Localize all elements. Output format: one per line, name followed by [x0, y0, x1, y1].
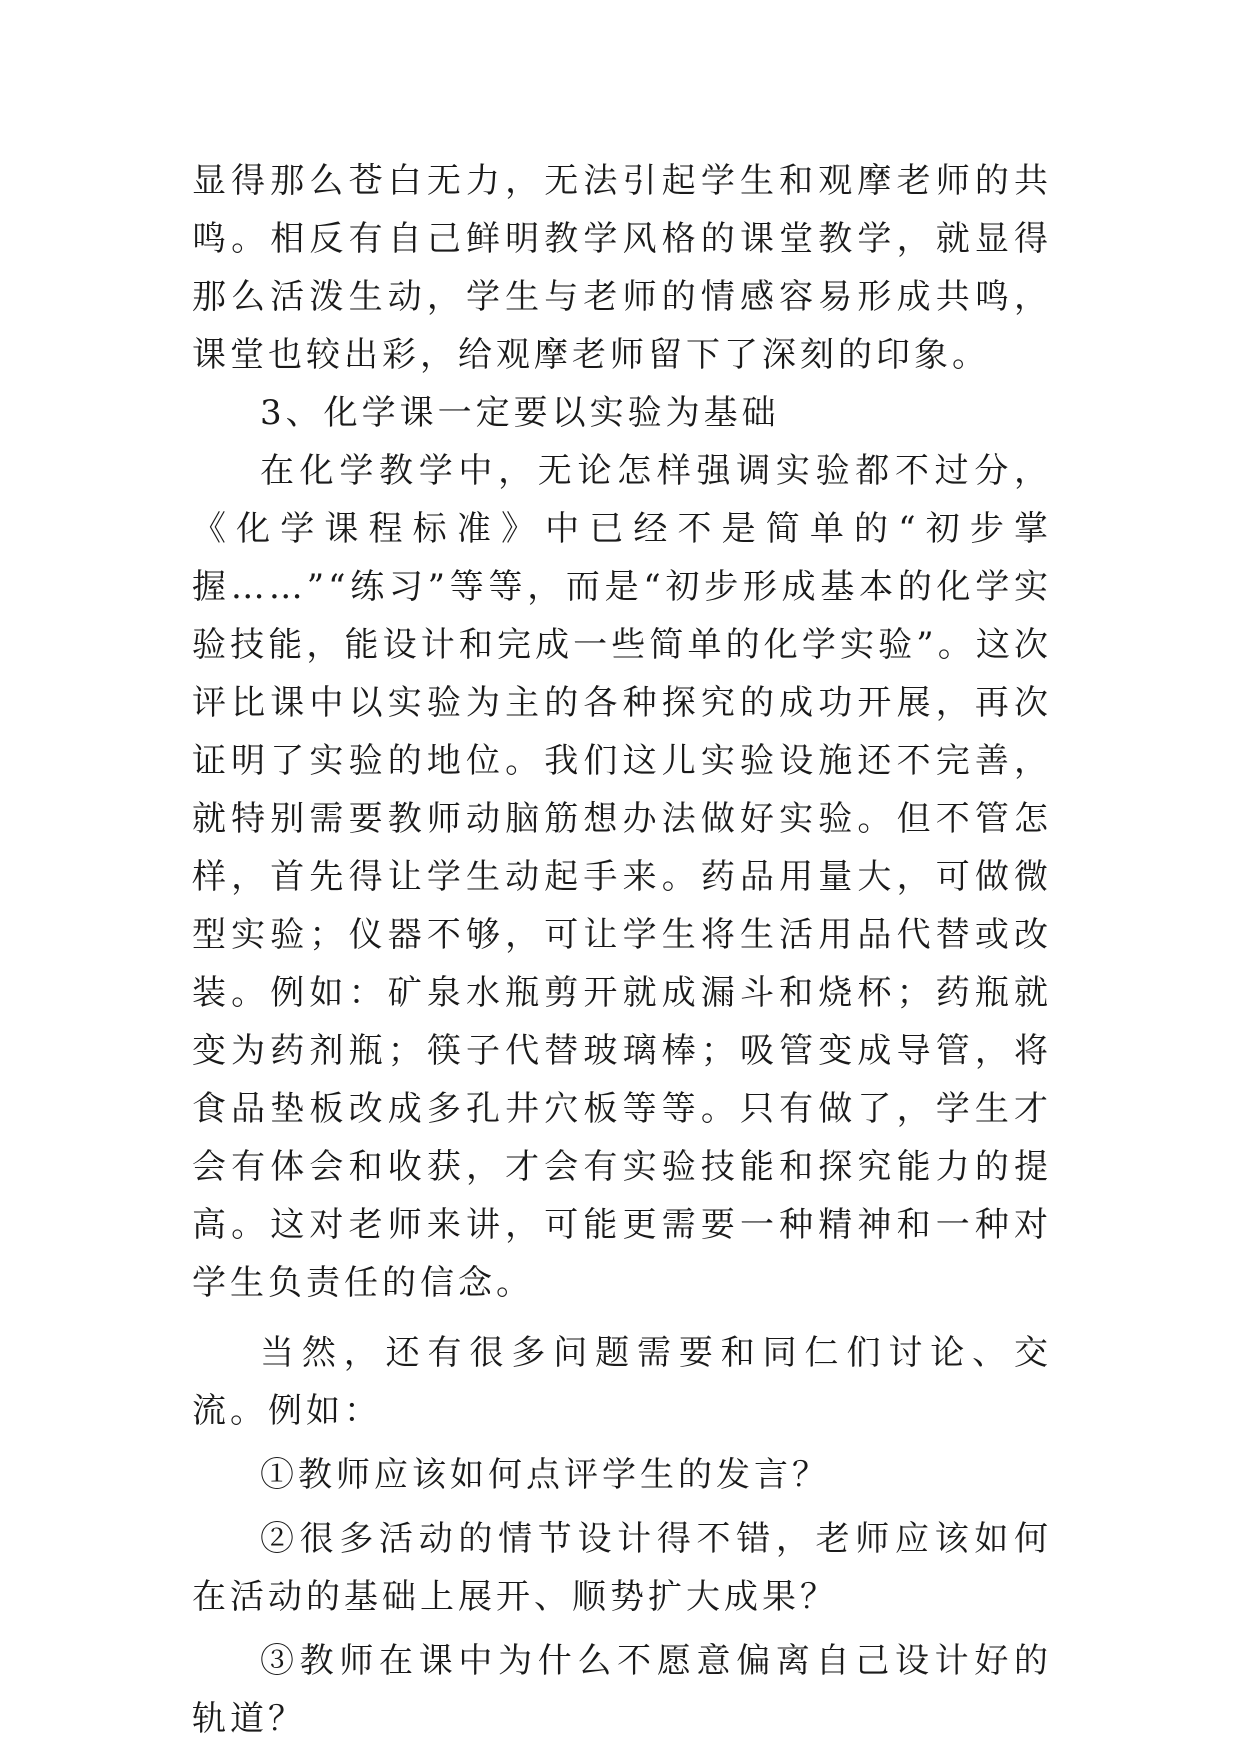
paragraph-1: 显得那么苍白无力，无法引起学生和观摩老师的共鸣。相反有自己鲜明教学风格的课堂教学，就显得那么活泼生动，学生与老师的情感容易形成共鸣，课堂也较出彩，给观摩老师留下了深刻的印象。 [192, 161, 1052, 375]
question-1: ①教师应该如何点评学生的发言？ [260, 1455, 830, 1495]
document-body [192, 152, 1052, 1748]
paragraph-2: 在化学教学中，无论怎样强调实验都不过分，《化学课程标准》中已经不是简单的“初步掌握……”“练习”等等，而是“初步形成基本的化学实验技能，能设计和完成一些简单的化学实验”。这次评比课中以实验为主的各种探究的成功开展，再次证明了实验的地位。我们这儿实验设施还不完善，就特别需要教师动脑筋想办法做好实验。但不管怎样，首先得让学生动起手来。药品用量大，可做微型实验；仪器不够，可让学生将生活用品代替或改装。例如：矿泉水瓶剪开就成漏斗和烧杯；药瓶就变为药剂瓶；筷子代替玻璃棒；吸管变成导管，将食品垫板改成多孔井穴板等等。只有做了，学生才会有体会和收获，才会有实验技能和探究能力的提高。这对老师来讲，可能更需要一种精神和一种对学生负责任的信念。 [192, 451, 1052, 1303]
section-heading-3: 3、化学课一定要以实验为基础 [260, 393, 780, 433]
paragraph-3: 当然，还有很多问题需要和同仁们讨论、交流。例如： [192, 1333, 1052, 1431]
question-3: ③教师在课中为什么不愿意偏离自己设计好的轨道？ [192, 1641, 1052, 1739]
question-2: ②很多活动的情节设计得不错，老师应该如何在活动的基础上展开、顺势扩大成果？ [192, 1519, 1052, 1617]
